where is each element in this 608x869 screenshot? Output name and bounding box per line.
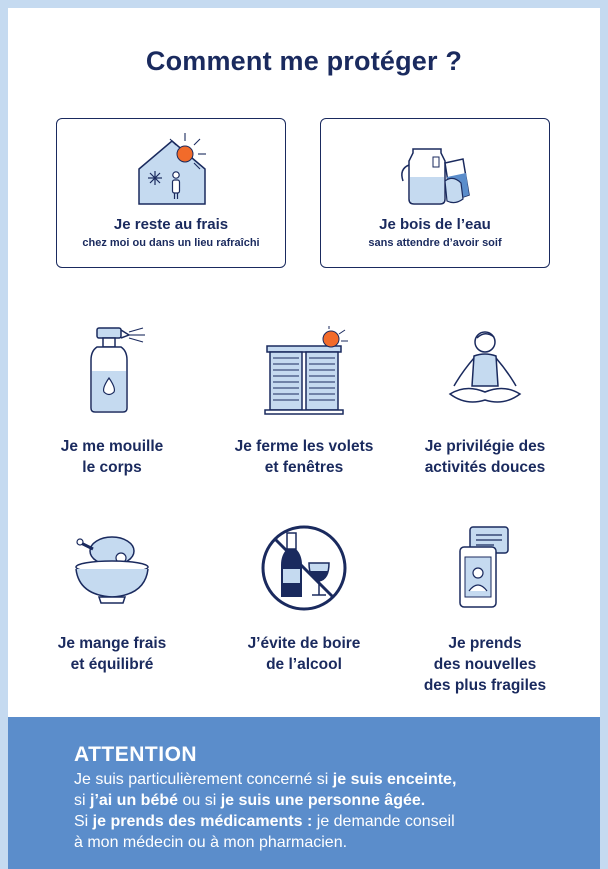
item-avoid-alcohol <box>214 523 394 675</box>
attention-heading: ATTENTION <box>74 743 198 766</box>
card-drink-water <box>320 118 550 268</box>
item-caption: Je privilégie des activités douces <box>424 438 546 476</box>
item-check-on-vulnerable <box>395 523 575 696</box>
item-caption: J’évite de boire de l’alcool <box>247 635 361 673</box>
attention-box <box>8 717 600 869</box>
card-title: Je bois de l’eau <box>379 216 491 233</box>
item-caption: Je ferme les volets et fenêtres <box>234 438 374 476</box>
attention-line-1: Je suis particulièrement concerné si je suis enceinte, <box>74 771 457 788</box>
card-subtitle: chez moi ou dans un lieu rafraîchi <box>82 237 260 249</box>
item-caption: Je mange frais et équilibré <box>57 635 167 673</box>
house-snowflake-icon <box>57 119 287 219</box>
attention-line-2: si j’ai un bébé ou si je suis une personne âgée. <box>74 792 426 809</box>
item-gentle-activities <box>395 326 575 478</box>
no-alcohol-icon <box>259 523 349 613</box>
phone-message-icon <box>440 523 530 613</box>
poster <box>8 8 600 869</box>
card-subtitle: sans attendre d’avoir soif <box>368 237 502 249</box>
item-caption: Je me mouille le corps <box>60 438 164 476</box>
meditation-person-icon <box>440 326 530 416</box>
item-eat-fresh <box>22 523 202 675</box>
item-caption: Je prends des nouvelles des plus fragiles <box>423 635 547 694</box>
attention-line-4: à mon médecin ou à mon pharmacien. <box>74 834 348 851</box>
spray-bottle-icon <box>67 326 157 416</box>
shutters-sun-icon <box>259 326 349 416</box>
water-jug-glass-icon <box>321 119 551 219</box>
page-title: Comment me protéger ? <box>145 46 463 76</box>
item-close-shutters <box>214 326 394 478</box>
card-stay-cool <box>56 118 286 268</box>
card-title: Je reste au frais <box>113 216 229 233</box>
attention-line-3: Si je prends des médicaments : je demande conseil <box>74 813 455 830</box>
item-wet-body <box>22 326 202 478</box>
food-bowl-icon <box>67 523 157 613</box>
